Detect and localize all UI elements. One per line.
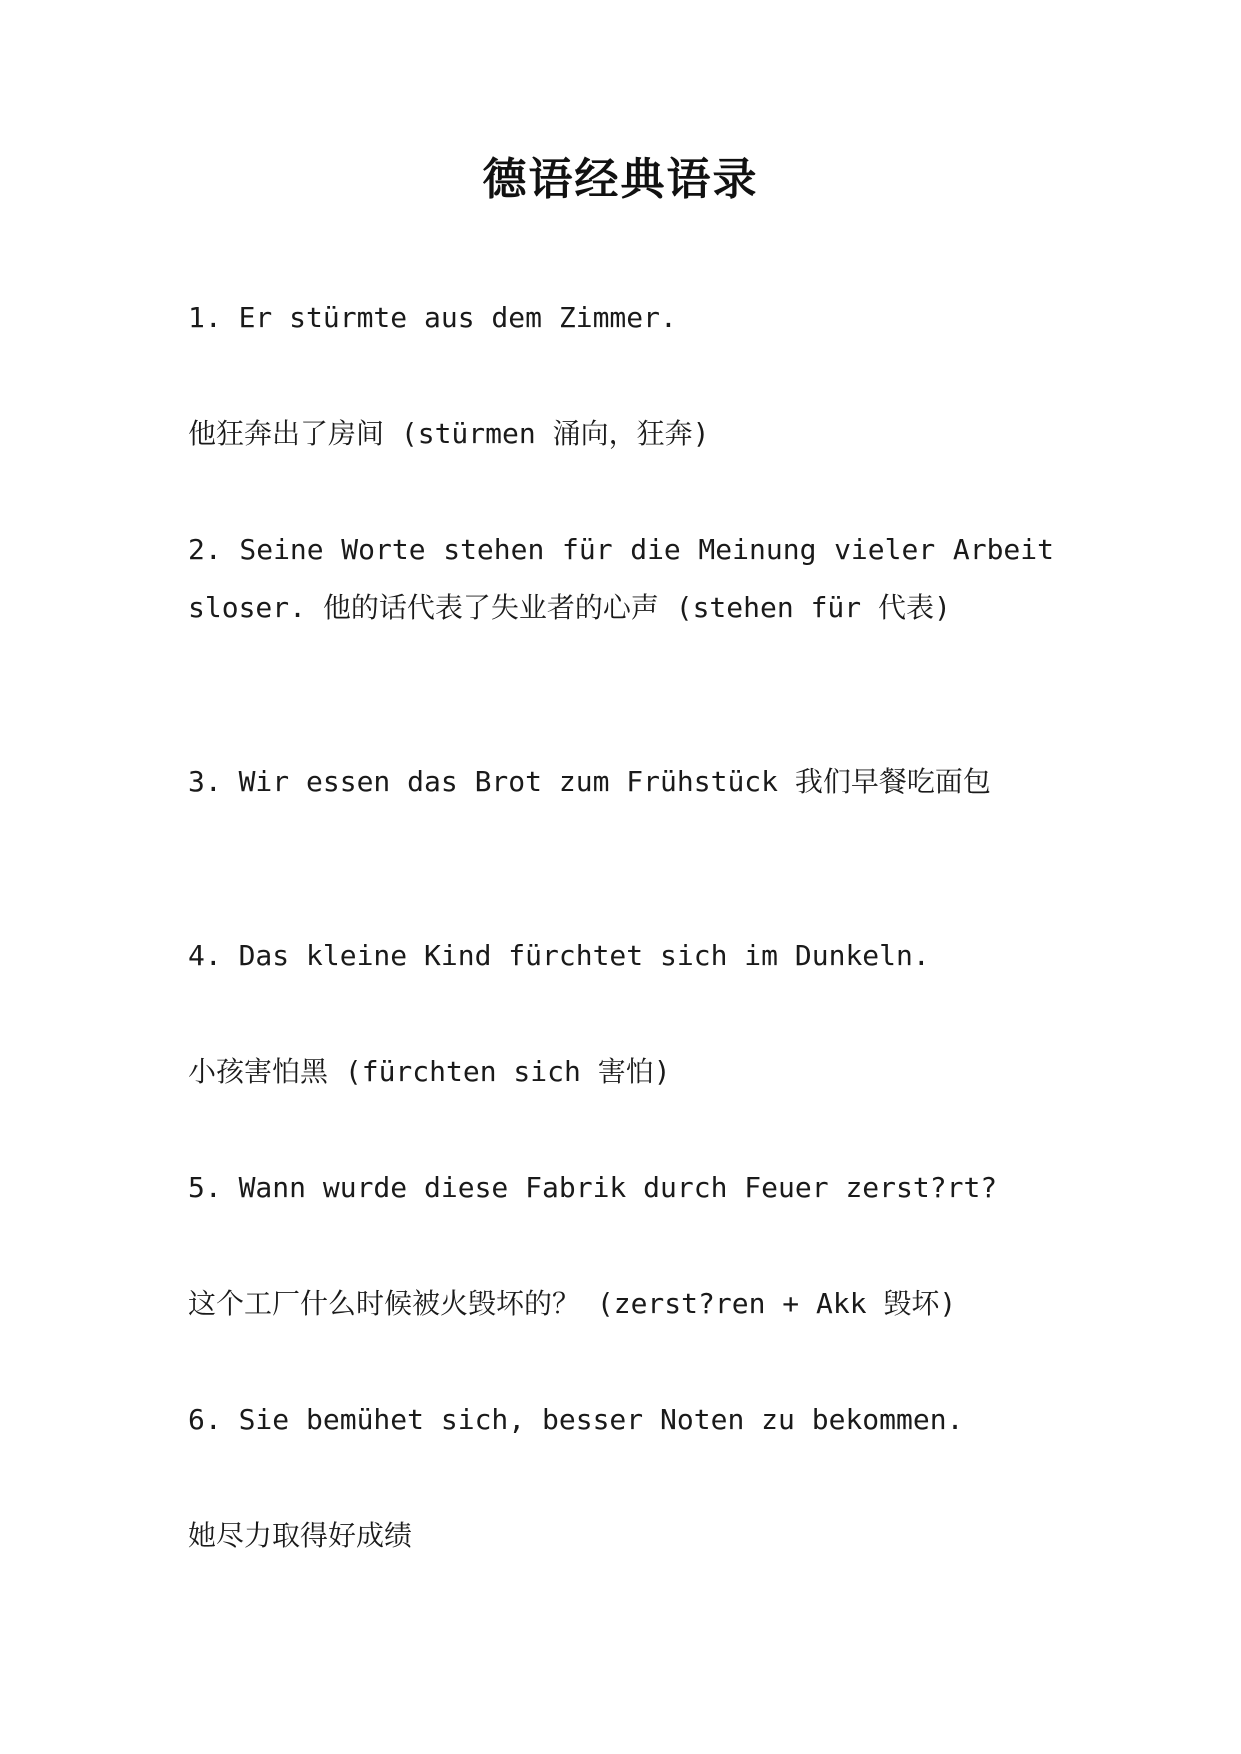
paragraph-6-german: 6. Sie bemühet sich, besser Noten zu bekommen. [188,1403,964,1436]
paragraph-6-translation: 她尽力取得好成绩 [188,1519,413,1552]
document-title: 德语经典语录 [482,154,759,205]
paragraph-3: 3. Wir essen das Brot zum Frühstück 我们早餐吃面包 [188,765,991,798]
paragraph-1-translation: 他狂奔出了房间 (stürmen 涌向，狂奔) [188,417,710,450]
paragraph-2: 2. Seine Worte stehen für die Meinung vieler Arbeitsloser. 他的话代表了失业者的心声 (stehen für 代表) [188,533,1054,624]
paragraph-4-german: 4. Das kleine Kind fürchtet sich im Dunkeln. [188,939,930,972]
paragraph-5-translation: 这个工厂什么时候被火毁坏的？ (zerst?ren + Akk 毁坏) [188,1287,957,1320]
paragraph-4-translation: 小孩害怕黑 (fürchten sich 害怕) [188,1055,671,1088]
paragraph-1-german: 1. Er stürmte aus dem Zimmer. [188,301,677,334]
paragraph-5-german: 5. Wann wurde diese Fabrik durch Feuer zerst?rt? [188,1171,998,1204]
